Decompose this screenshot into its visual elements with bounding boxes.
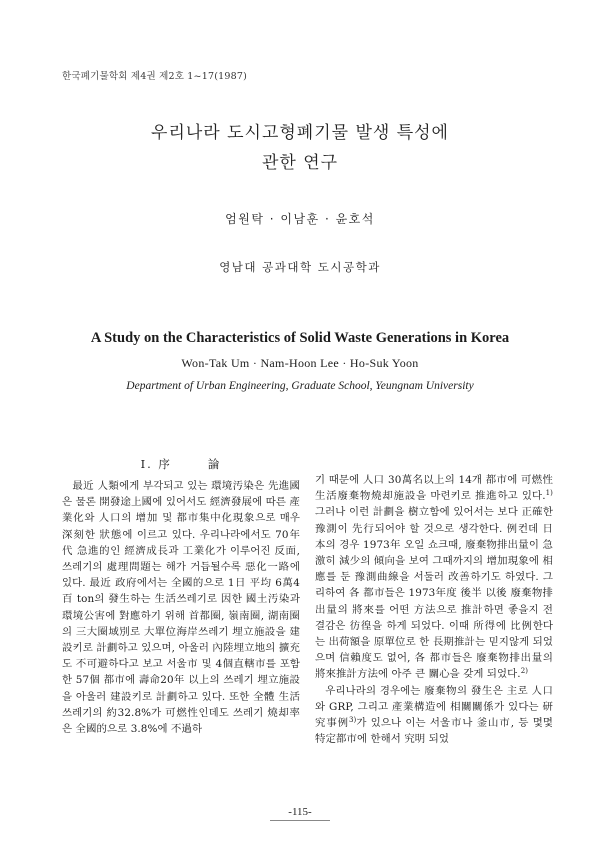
para-text: 그러나 이런 計劃을 樹立함에 있어서는 보다 正確한 豫測이 先行되어야 할 것으로 생각한다. 例컨데 日本의 경우 1973年 오일 쇼크때, 廢棄物排出量이 急激히 減少의 傾向을 보여 그때까지의 增加現象에 相應를 둔 豫測曲線을 서둘러 改善하기도 하였다. 그리하여 各 都市들은 1973年度 後半 以後 廢棄物排出量의 將來를 어떤 方法으로 推計하면 좋을지 전 결감은 彷徨을 하게 되었다. 이때 所得에 比例한다는 出荷額을 原單位로 한 長期推計는 믿지않게 되었으며 信賴度도 없어, 各 都市들은 廢棄物排出量의 將來推計方法에 아주 큰 關心을 갖게 되었다. — [315, 506, 553, 681]
title-kr-line1: 우리나라 도시고형폐기물 발생 특성에 — [151, 123, 449, 143]
paper-title-english: A Study on the Characteristics of Solid Waste Generations in Korea — [90, 330, 510, 346]
left-column — [62, 478, 300, 737]
right-column — [315, 472, 553, 747]
section-title-char1: 序 — [158, 457, 172, 471]
affiliation-korean: 영남대 공과대학 도시공학과 — [219, 260, 381, 274]
journal-header: 한국폐기물학회 제4권 제2호 1~17(1987) — [62, 71, 247, 82]
footnote-ref: 2) — [520, 667, 529, 676]
title-kr-line2: 관한 연구 — [261, 153, 339, 173]
footnote-ref: 3) — [348, 716, 357, 725]
intro-paragraph-2 — [315, 683, 553, 748]
intro-paragraph-1: 最近 人類에게 부각되고 있는 環境汚染은 先進國은 물론 開發途上國에 있어서도 經濟發展에 따른 產業化와 人口의 增加 및 都市集中化現象으로 매우 深刻한 狀態에 이르고 있다. 우리나라에서도 70年代 急進的인 經濟成長과 工業化가 이루어진 反面, 쓰레기의 處理問題는 해가 거듭될수록 惡化一路에 있다. 最近 政府에서는 全國的으로 1日 平均 6萬4百 ton의 發生하는 生活쓰레기로 因한 國土汚染과 環境公害에 對應하기 위해 首都圈, 嶺南圈, 湖南圈의 三大圈域別로 大單位海岸쓰레기 埋立施設을 建設키로 計劃하고 있으며, 아울러 內陸埋立地의 擴充도 不可避하다고 보고 서울市 및 4個直轄市를 포함한 57個 都市에 壽命20年 以上의 쓰레기 埋立施設을 아울러 建設키로 計劃하고 있다. 또한 全體 生活쓰레기의 約32.8%가 可燃性인데도 쓰레기 燒却率은 全國的으로 3.8%에 不過하 — [62, 480, 300, 736]
para-text: 우리나라의 경우에는 廢棄物의 發生은 主로 人口와 GRP, 그리고 產業構造에 相關關係가 있다는 研究事例 — [315, 684, 553, 730]
para-text: 가 있으나 이는 서울市나 釜山市, 등 몇몇 特定都市에 한해서 究明 되었 — [315, 717, 553, 746]
section-title-char2: 論 — [207, 457, 222, 471]
footnote-ref: 1) — [545, 489, 553, 498]
para-text: 기 때문에 人口 30萬名以上의 14개 都市에 可燃性生活廢棄物燒却施設을 마련키로 推進하고 있다. — [315, 474, 553, 503]
section-number: I. — [140, 457, 153, 471]
authors-korean: 엄원탁 · 이남훈 · 윤호석 — [225, 212, 375, 226]
section-heading — [62, 456, 300, 472]
affiliation-english: Department of Urban Engineering, Graduate School, Yeungnam University — [126, 380, 474, 392]
paper-title-korean — [0, 118, 600, 178]
intro-paragraph-1-continued — [315, 472, 553, 683]
authors-english: Won-Tak Um · Nam-Hoon Lee · Ho-Suk Yoon — [181, 356, 419, 370]
page-number-rule — [270, 820, 330, 821]
page-number: -115- — [288, 806, 312, 818]
